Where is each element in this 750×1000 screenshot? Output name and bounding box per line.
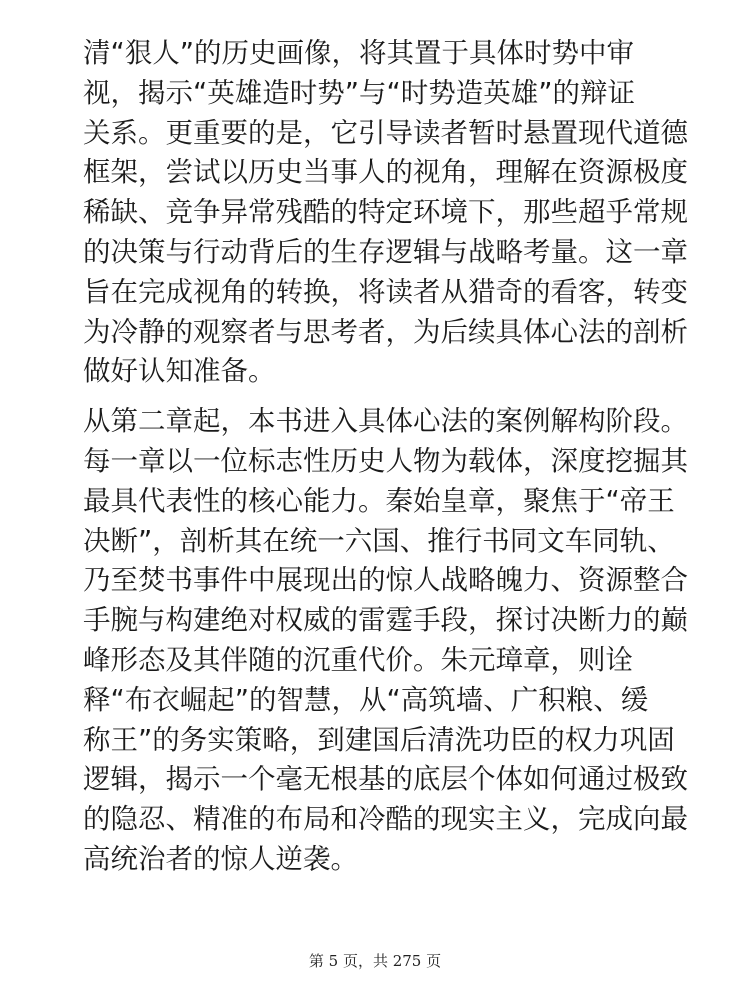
text-line: 乃至焚书事件中展现出的惊人战略魄力、资源整合 [83, 564, 688, 597]
paragraph-1 [83, 34, 723, 392]
text-line: 从第二章起，本书进入具体心法的案例解构阶段。 [83, 405, 688, 438]
text-line: 称王”的务实策略，到建国后清洗功臣的权力巩固 [83, 723, 675, 756]
text-line: 清“狠人”的历史画像，将其置于具体时势中审 [83, 37, 634, 69]
text-line: 旨在完成视角的转换，将读者从猎奇的看客，转变 [83, 275, 688, 308]
text-line: 最具代表性的核心能力。秦始皇章，聚焦于“帝王 [83, 484, 675, 517]
text-line: 高统治者的惊人逆袭。 [83, 842, 358, 875]
text-line: 框架，尝试以历史当事人的视角，理解在资源极度 [83, 156, 688, 189]
body-text [83, 34, 723, 880]
page-number-footer: 第 5 页，共 275 页 [308, 952, 442, 970]
text-line: 手腕与构建绝对权威的雷霆手段，探讨决断力的巅 [83, 604, 688, 637]
text-line: 视，揭示“英雄造时势”与“时势造英雄”的辩证 [83, 76, 635, 109]
text-line: 的隐忍、精准的布局和冷酷的现实主义，完成向最 [83, 803, 688, 836]
text-line: 为冷静的观察者与思考者，为后续具体心法的剖析 [83, 315, 688, 348]
text-line: 决断”，剖析其在统一六国、推行书同文车同轨、 [83, 524, 675, 557]
text-line: 做好认知准备。 [83, 355, 276, 388]
text-line: 每一章以一位标志性历史人物为载体，深度挖掘其 [83, 444, 688, 477]
text-line: 的决策与行动背后的生存逻辑与战略考量。这一章 [83, 235, 688, 268]
text-line: 稀缺、竞争异常残酷的特定环境下，那些超乎常规 [83, 196, 688, 229]
paragraph-2 [83, 402, 723, 880]
text-line: 释“布衣崛起”的智慧，从“高筑墙、广积粮、缓 [83, 683, 649, 716]
text-line: 逻辑，揭示一个毫无根基的底层个体如何通过极致 [83, 763, 688, 796]
text-line: 峰形态及其伴随的沉重代价。朱元璋章，则诠 [83, 643, 633, 676]
text-line: 关系。更重要的是，它引导读者暂时悬置现代道德 [83, 116, 688, 149]
